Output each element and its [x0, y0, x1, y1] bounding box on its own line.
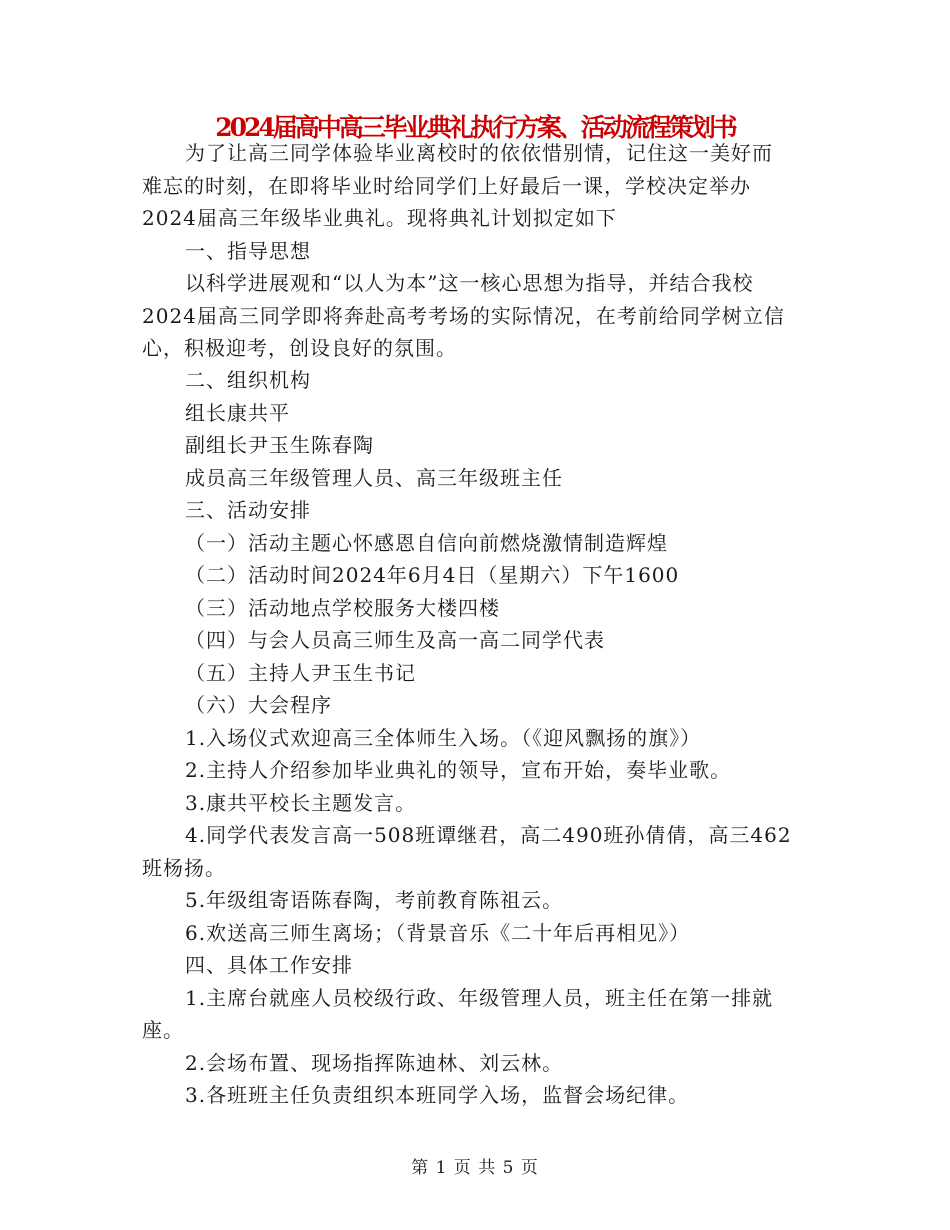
list-item: 1.入场仪式欢迎高三全体师生入场。（《迎风飘扬的旗》）: [185, 726, 702, 750]
paragraph-line: 座。: [142, 1018, 184, 1042]
list-item: 6.欢送高三师生离场；（背景音乐《二十年后再相见》）: [185, 921, 691, 945]
paragraph-line: 难忘的时刻，在即将毕业时给同学们上好最后一课，学校决定举办: [142, 174, 751, 198]
list-item: 3.康共平校长主题发言。: [185, 791, 417, 815]
paragraph-line: 副组长尹玉生陈春陶: [185, 433, 374, 457]
list-item: （四）与会人员高三师生及高一高二同学代表: [185, 628, 605, 652]
list-item: 1.主席台就座人员校级行政、年级管理人员，班主任在第一排就: [185, 986, 774, 1010]
paragraph-line: 心，积极迎考，创设良好的氛围。: [142, 336, 457, 360]
list-item: 2.主持人介绍参加毕业典礼的领导，宣布开始，奏毕业歌。: [185, 758, 732, 782]
paragraph-line: 成员高三年级管理人员、高三年级班主任: [185, 466, 563, 490]
list-item: （三）活动地点学校服务大楼四楼: [185, 596, 500, 620]
paragraph-line: 为了让高三同学体验毕业离校时的依依惜别情，记住这一美好而: [185, 141, 773, 165]
section-heading: 三、活动安排: [185, 498, 311, 522]
list-item: （二）活动时间2024年6月4日（星期六）下午1600: [185, 563, 680, 587]
section-heading: 一、指导思想: [185, 239, 311, 263]
document-title: 2024届高中高三毕业典礼执行方案、活动流程策划书: [215, 113, 735, 142]
section-heading: 二、组织机构: [185, 368, 311, 392]
paragraph-line: 以科学进展观和“以人为本”这一核心思想为指导，并结合我校: [185, 271, 754, 295]
list-item: 5.年级组寄语陈春陶，考前教育陈祖云。: [185, 888, 564, 912]
list-item: 2.会场布置、现场指挥陈迪林、刘云林。: [185, 1051, 564, 1075]
list-item: 3.各班班主任负责组织本班同学入场，监督会场纪律。: [185, 1083, 690, 1107]
list-item: （一）活动主题心怀感恩自信向前燃烧激情制造辉煌: [185, 531, 668, 555]
section-heading: 四、具体工作安排: [185, 953, 353, 977]
paragraph-line: 2024届高三年级毕业典礼。现将典礼计划拟定如下: [142, 206, 617, 230]
page-footer: 第 1 页 共 5 页: [411, 1158, 539, 1178]
paragraph-line: 2024届高三同学即将奔赴高考考场的实际情况，在考前给同学树立信: [142, 304, 785, 328]
list-item: 4.同学代表发言高一508班谭继君，高二490班孙倩倩，高三462: [185, 823, 792, 847]
paragraph-line: 班杨扬。: [142, 856, 226, 880]
paragraph-line: 组长康共平: [185, 401, 290, 425]
list-item: （五）主持人尹玉生书记: [185, 661, 416, 685]
list-item: （六）大会程序: [185, 693, 332, 717]
